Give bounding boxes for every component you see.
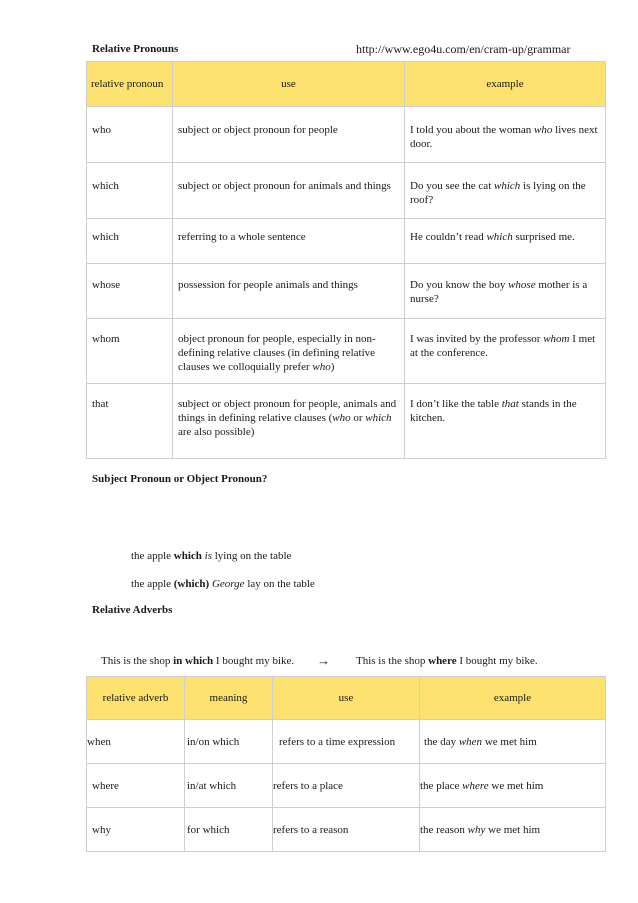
table-row xyxy=(87,808,606,852)
pronoun-cell: whose xyxy=(87,264,173,319)
example-cell: He couldn’t read which surprised me. xyxy=(405,219,606,264)
example-cell: I told you about the woman who lives next door. xyxy=(405,107,606,163)
example-cell: the place where we met him xyxy=(420,764,606,808)
example-cell: Do you see the cat which is lying on the roof? xyxy=(405,163,606,219)
column-header: use xyxy=(273,677,420,720)
adverb-cell: why xyxy=(87,808,185,852)
example-cell: I was invited by the professor whom I met at the conference. xyxy=(405,319,606,384)
use-cell: possession for people animals and things xyxy=(173,264,405,319)
example-cell: Do you know the boy whose mother is a nurse? xyxy=(405,264,606,319)
meaning-cell: in/at which xyxy=(185,764,273,808)
column-header: relative pronoun xyxy=(87,62,173,107)
use-cell: subject or object pronoun for people, animals and things in defining relative clauses (who or which are also possible) xyxy=(173,384,405,459)
relative-pronouns-table xyxy=(86,61,606,459)
pronoun-cell: whom xyxy=(87,319,173,384)
adverb-example-left: This is the shop in which I bought my bike. xyxy=(101,655,295,667)
arrow-icon: → xyxy=(317,653,330,668)
table-row xyxy=(87,219,606,264)
table-row xyxy=(87,319,606,384)
table-row xyxy=(87,264,606,319)
use-cell: subject or object pronoun for people xyxy=(173,107,405,163)
column-header: example xyxy=(405,62,606,107)
pronoun-cell: who xyxy=(87,107,173,163)
table-row xyxy=(87,384,606,459)
use-cell: refers to a reason xyxy=(273,808,420,852)
column-header: meaning xyxy=(185,677,273,720)
adverb-cell: when xyxy=(87,720,185,764)
example-line-object: the apple (which) George lay on the table xyxy=(131,578,315,590)
use-cell: referring to a whole sentence xyxy=(173,219,405,264)
use-cell: refers to a time expression xyxy=(273,720,420,764)
table-row xyxy=(87,764,606,808)
use-cell: subject or object pronoun for animals and things xyxy=(173,163,405,219)
column-header: use xyxy=(173,62,405,107)
relative-adverbs-table xyxy=(86,676,606,852)
meaning-cell: in/on which xyxy=(185,720,273,764)
meaning-cell: for which xyxy=(185,808,273,852)
column-header: relative adverb xyxy=(87,677,185,720)
example-line-subject: the apple which is lying on the table xyxy=(131,550,292,562)
adverb-cell: where xyxy=(87,764,185,808)
section-heading: Relative Adverbs xyxy=(92,604,173,616)
table-row xyxy=(87,720,606,764)
table-row xyxy=(87,163,606,219)
pronoun-cell: that xyxy=(87,384,173,459)
pronoun-cell: which xyxy=(87,219,173,264)
example-cell: I don’t like the table that stands in the kitchen. xyxy=(405,384,606,459)
use-cell: refers to a place xyxy=(273,764,420,808)
example-cell: the reason why we met him xyxy=(420,808,606,852)
page-title: Relative Pronouns xyxy=(92,43,179,55)
adverb-example-right: This is the shop where I bought my bike. xyxy=(356,655,538,667)
column-header: example xyxy=(420,677,606,720)
table-row xyxy=(87,107,606,163)
pronoun-cell: which xyxy=(87,163,173,219)
use-cell: object pronoun for people, especially in non-defining relative clauses (in defining relative clauses we colloquially prefer who) xyxy=(173,319,405,384)
example-cell: the day when we met him xyxy=(420,720,606,764)
source-url: http://www.ego4u.com/en/cram-up/grammar xyxy=(356,42,571,56)
table-header-row xyxy=(87,62,606,107)
table-header-row xyxy=(87,677,606,720)
section-heading: Subject Pronoun or Object Pronoun? xyxy=(92,473,268,485)
